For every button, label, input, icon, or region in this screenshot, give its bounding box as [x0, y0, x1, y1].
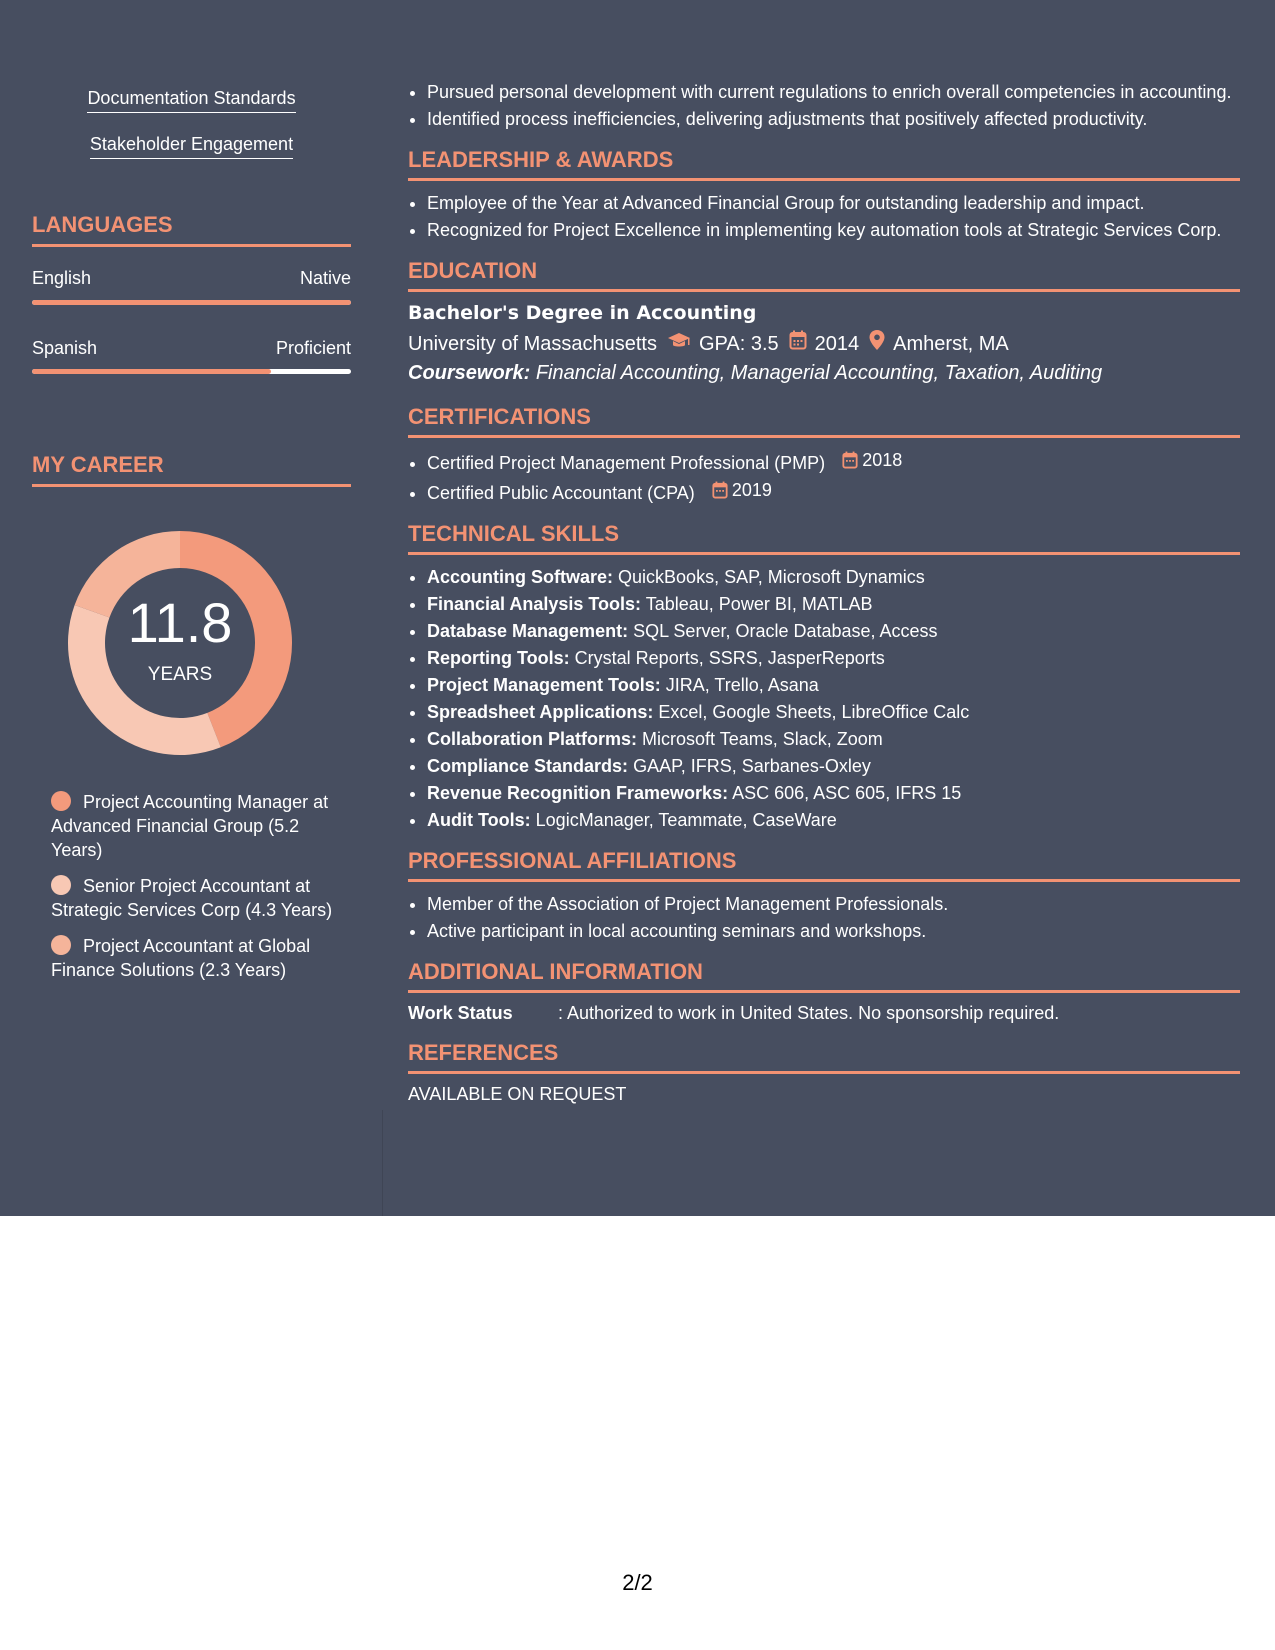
career-list [51, 790, 341, 994]
references-heading: REFERENCES [408, 1040, 1240, 1074]
education-gpa: GPA: 3.5 [698, 333, 779, 355]
certifications-heading: CERTIFICATIONS [408, 404, 1240, 438]
award-item: • Recognized for Project Excellence in implementing key automation tools at Strategic Services Corp. [427, 218, 1240, 242]
strength-item: Stakeholder Engagement [32, 134, 351, 159]
bullet-item: • Identified process inefficiencies, delivering adjustments that positively affected productivity. [427, 107, 1240, 131]
strength-item: Documentation Standards [32, 88, 351, 113]
certification-item: • Certified Project Management Professional (PMP) 2018 [427, 448, 1240, 475]
calendar-icon [789, 330, 807, 358]
education-year: 2014 [814, 333, 860, 355]
language-bar-fill [32, 300, 351, 305]
skill-item: • Accounting Software: QuickBooks, SAP, Microsoft Dynamics [427, 565, 1240, 589]
affiliations-heading: PROFESSIONAL AFFILIATIONS [408, 848, 1240, 882]
language-bar-fill [32, 369, 271, 374]
career-dot-icon [51, 875, 71, 895]
skills-list [408, 565, 1240, 832]
education-school: University of Massachusetts [408, 333, 657, 355]
references-text: AVAILABLE ON REQUEST [408, 1084, 627, 1104]
career-dot-icon [51, 935, 71, 955]
graduation-cap-icon [667, 330, 691, 358]
technical-skills-heading: TECHNICAL SKILLS [408, 521, 1240, 555]
education-heading: EDUCATION [408, 258, 1240, 292]
career-donut [67, 530, 293, 756]
career-item: Project Accountant at Global Finance Solutions (2.3 Years) [51, 936, 311, 980]
awards-heading: LEADERSHIP & AWARDS [408, 147, 1240, 181]
certification-year: 2018 [842, 448, 902, 472]
career-heading: MY CAREER [32, 452, 351, 487]
career-total-years: 11.8 [127, 591, 233, 654]
career-dot-icon [51, 791, 71, 811]
column-divider [382, 1110, 383, 1216]
language-level: Native [299, 268, 351, 288]
calendar-icon [712, 481, 728, 499]
skill-item: • Audit Tools: LogicManager, Teammate, CaseWare [427, 808, 1240, 832]
skill-item: • Revenue Recognition Frameworks: ASC 606, ASC 605, IFRS 15 [427, 781, 1240, 805]
language-name: English [32, 268, 92, 288]
certification-year: 2019 [712, 478, 772, 502]
calendar-icon [842, 451, 858, 469]
skill-item: • Database Management: SQL Server, Oracle Database, Access [427, 619, 1240, 643]
work-status-value: : Authorized to work in United States. No sponsorship required. [558, 1003, 1060, 1023]
affiliation-item: • Active participant in local accounting seminars and workshops. [427, 919, 1240, 943]
work-status-label: Work Status [408, 1003, 513, 1023]
affiliation-item: • Member of the Association of Project Management Professionals. [427, 892, 1240, 916]
education-coursework [408, 358, 1240, 388]
skill-item: • Spreadsheet Applications: Excel, Google Sheets, LibreOffice Calc [427, 700, 1240, 724]
coursework-label: Coursework: [408, 362, 531, 384]
education-details [408, 330, 1240, 358]
certifications-list [408, 448, 1240, 505]
skill-item: • Compliance Standards: GAAP, IFRS, Sarbanes-Oxley [427, 754, 1240, 778]
language-row [32, 268, 351, 289]
language-bar [32, 300, 351, 305]
additional-info-heading: ADDITIONAL INFORMATION [408, 959, 1240, 993]
page-number: 2/2 [622, 1570, 653, 1595]
education-location: Amherst, MA [893, 333, 1009, 355]
career-item: Project Accounting Manager at Advanced Financial Group (5.2 Years) [51, 792, 329, 860]
work-status [408, 1003, 1240, 1024]
location-pin-icon [869, 330, 885, 358]
language-name: Spanish [32, 338, 98, 358]
award-item: • Employee of the Year at Advanced Financial Group for outstanding leadership and impact. [427, 191, 1240, 215]
education-degree: Bachelor's Degree in Accounting [408, 302, 757, 324]
coursework-value: Financial Accounting, Managerial Accounting, Taxation, Auditing [535, 362, 1103, 384]
skill-item: • Project Management Tools: JIRA, Trello, Asana [427, 673, 1240, 697]
language-row [32, 338, 351, 359]
skill-item: • Collaboration Platforms: Microsoft Teams, Slack, Zoom [427, 727, 1240, 751]
languages-heading: LANGUAGES [32, 212, 351, 247]
awards-list [408, 191, 1240, 242]
career-item: Senior Project Accountant at Strategic Services Corp (4.3 Years) [51, 876, 333, 920]
certification-item: • Certified Public Accountant (CPA) 2019 [427, 478, 1240, 505]
bullet-item: • Pursued personal development with current regulations to enrich overall competencies in accounting. [427, 80, 1240, 104]
career-years-unit: YEARS [147, 664, 213, 685]
language-level: Proficient [275, 338, 351, 358]
affiliations-list [408, 892, 1240, 943]
experience-bullets [408, 80, 1240, 131]
skill-item: • Reporting Tools: Crystal Reports, SSRS, JasperReports [427, 646, 1240, 670]
skill-item: • Financial Analysis Tools: Tableau, Power BI, MATLAB [427, 592, 1240, 616]
language-bar [32, 369, 351, 374]
right-column [408, 80, 1240, 1105]
